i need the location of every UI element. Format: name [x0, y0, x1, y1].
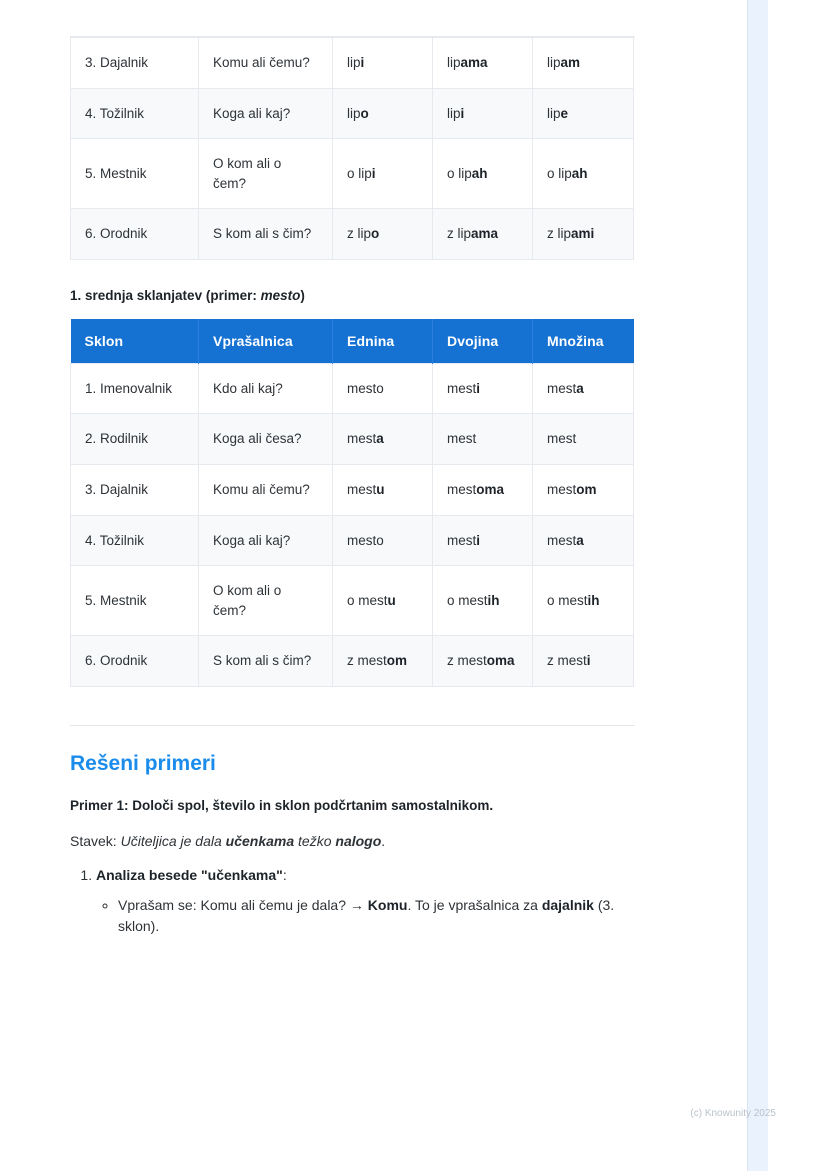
table-row: [71, 636, 634, 687]
list-item: 1. Analiza besede "učenkama": ◦ Vprašam se: Komu ali čemu je dala? → Komu. To je vprašalnica za dajalnik (3. sklon).: [96, 867, 635, 938]
cell-mnozina: z mesti: [533, 636, 634, 687]
column-header-sklon: Sklon: [71, 319, 199, 364]
section-divider: [70, 725, 635, 726]
cell-vprasalnica: O kom ali o čem?: [199, 139, 333, 209]
cell-sklon: 3. Dajalnik: [71, 38, 199, 89]
cell-vprasalnica: Koga ali kaj?: [199, 88, 333, 139]
watermark: (c) Knowunity 2025: [690, 1108, 776, 1119]
cell-dvojina: mesti: [433, 363, 533, 414]
cell-mnozina: mesta: [533, 515, 634, 566]
step-label: Analiza besede "učenkama": [96, 866, 283, 883]
cell-sklon: 5. Mestnik: [71, 566, 199, 636]
cell-vprasalnica: S kom ali s čim?: [199, 636, 333, 687]
cell-ednina: lipi: [333, 38, 433, 89]
cell-mnozina: lipe: [533, 88, 634, 139]
analysis-steps: [70, 867, 635, 938]
document-content: [70, 0, 635, 950]
cell-ednina: mesto: [333, 515, 433, 566]
cell-dvojina: mestoma: [433, 464, 533, 515]
table-row: [71, 209, 634, 260]
cell-sklon: 2. Rodilnik: [71, 414, 199, 465]
scroll-rail[interactable]: [748, 0, 768, 1171]
cell-dvojina: z lipama: [433, 209, 533, 260]
table-row: [71, 566, 634, 636]
cell-sklon: 6. Orodnik: [71, 636, 199, 687]
list-item: ◦ Vprašam se: Komu ali čemu je dala? → Komu. To je vprašalnica za dajalnik (3. sklon).: [118, 895, 635, 938]
column-header-ednina: Ednina: [333, 319, 433, 364]
cell-ednina: z lipo: [333, 209, 433, 260]
column-header-vprasalnica: Vprašalnica: [199, 319, 333, 364]
cell-mnozina: mestom: [533, 464, 634, 515]
table-row: [71, 464, 634, 515]
page-title: Rešeni primeri: [70, 751, 216, 775]
column-header-dvojina: Dvojina: [433, 319, 533, 364]
subtitle-example: mesto: [260, 287, 301, 303]
cell-ednina: z mestom: [333, 636, 433, 687]
cell-sklon: 4. Tožilnik: [71, 515, 199, 566]
cell-ednina: mesto: [333, 363, 433, 414]
cell-dvojina: z mestoma: [433, 636, 533, 687]
table-row: [71, 363, 634, 414]
sentence-text: Učiteljica je dala učenkama težko nalogo: [120, 832, 382, 849]
table-row: [71, 139, 634, 209]
cell-sklon: 1. Imenovalnik: [71, 363, 199, 414]
subtitle-prefix: 1. srednja sklanjatev (primer:: [70, 287, 261, 303]
table-row: [71, 515, 634, 566]
cell-mnozina: mesta: [533, 363, 634, 414]
cell-mnozina: z lipami: [533, 209, 634, 260]
neuter-declension-subtitle: [70, 288, 635, 303]
cell-dvojina: lipama: [433, 38, 533, 89]
column-header-mnozina: Množina: [533, 319, 634, 364]
example-prompt: Primer 1: Določi spol, število in sklon podčrtanim samostalnikom.: [70, 797, 494, 813]
declension-table-neuter: [70, 319, 634, 687]
feminine-declension-table-continued: [70, 36, 635, 260]
cell-dvojina: o lipah: [433, 139, 533, 209]
cell-vprasalnica: Koga ali kaj?: [199, 515, 333, 566]
cell-dvojina: o mestih: [433, 566, 533, 636]
cell-mnozina: mest: [533, 414, 634, 465]
cell-vprasalnica: Komu ali čemu?: [199, 38, 333, 89]
cell-ednina: lipo: [333, 88, 433, 139]
cell-vprasalnica: S kom ali s čim?: [199, 209, 333, 260]
cell-vprasalnica: Koga ali česa?: [199, 414, 333, 465]
table-row: [71, 38, 634, 89]
cell-dvojina: lipi: [433, 88, 533, 139]
table-row: [71, 414, 634, 465]
cell-ednina: mestu: [333, 464, 433, 515]
sentence-label: Stavek:: [70, 832, 121, 849]
cell-ednina: o mestu: [333, 566, 433, 636]
cell-mnozina: lipam: [533, 38, 634, 89]
cell-sklon: 3. Dajalnik: [71, 464, 199, 515]
example-sentence: Stavek: Učiteljica je dala učenkama težko nalogo.: [70, 832, 386, 849]
cell-ednina: o lipi: [333, 139, 433, 209]
cell-vprasalnica: Komu ali čemu?: [199, 464, 333, 515]
table-row: [71, 88, 634, 139]
cell-dvojina: mesti: [433, 515, 533, 566]
analysis-bullets: [96, 895, 635, 938]
cell-mnozina: o lipah: [533, 139, 634, 209]
declension-table-top: [70, 37, 634, 260]
cell-sklon: 4. Tožilnik: [71, 88, 199, 139]
cell-vprasalnica: O kom ali o čem?: [199, 566, 333, 636]
cell-dvojina: mest: [433, 414, 533, 465]
table-header-row: [71, 319, 634, 364]
cell-ednina: mesta: [333, 414, 433, 465]
cell-sklon: 6. Orodnik: [71, 209, 199, 260]
cell-mnozina: o mestih: [533, 566, 634, 636]
cell-sklon: 5. Mestnik: [71, 139, 199, 209]
cell-vprasalnica: Kdo ali kaj?: [199, 363, 333, 414]
subtitle-suffix: ): [300, 287, 305, 303]
